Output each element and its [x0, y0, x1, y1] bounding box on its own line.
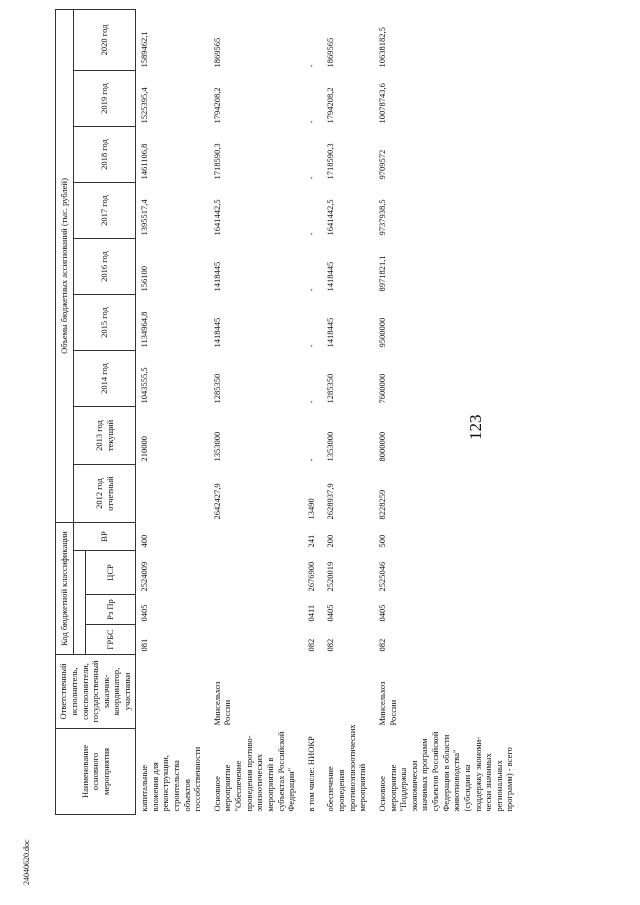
header-year-2018: 2018 год [74, 126, 136, 182]
header-vr: ВР [74, 522, 136, 550]
row-value-2015: 1418445 [211, 317, 222, 348]
row-value-2020: 1589462,1 [139, 31, 149, 68]
header-grbs: ГРБС [86, 625, 136, 655]
header-year-2017: 2017 год [74, 182, 136, 238]
row-value-2013: 210000 [139, 435, 149, 462]
row-responsible [303, 655, 323, 729]
row-grbs: 082 [376, 638, 387, 652]
row-value-2013: 8000000 [376, 431, 387, 462]
row-value-2019: 10078743,6 [376, 83, 387, 124]
row-vr: 400 [139, 534, 149, 548]
table-row [209, 9, 303, 814]
row-value-2018: 9709572 [376, 149, 387, 180]
row-responsible [136, 655, 209, 729]
header-responsible: Ответственный исполнитель, соисполнители, государственный заказчик-координатор, участники [56, 655, 136, 729]
row-value-2019: 1794208,2 [325, 87, 336, 124]
header-year-2015: 2015 год [74, 294, 136, 350]
row-value-2016: 8971821,1 [376, 255, 387, 292]
row-rz-pr: 0411 [305, 604, 316, 622]
row-responsible: Минсельхоз России [211, 681, 233, 726]
header-rz-pr: Рз Пр [86, 595, 136, 625]
row-rz-pr: 0405 [139, 604, 149, 622]
table-row [322, 9, 374, 814]
row-rz-pr [209, 595, 303, 625]
row-value-2014: 1285350 [211, 373, 222, 404]
row-value-2014: 7600000 [376, 373, 387, 404]
row-responsible: Минсельхоз России [376, 681, 398, 726]
row-value-2013: 1353000 [325, 431, 336, 462]
row-value-2020: 1869565 [325, 37, 336, 68]
header-year-2020: 2020 год [74, 9, 136, 70]
row-value-2017: 1641442,5 [211, 199, 222, 236]
row-value-2012: 2628937,9 [325, 483, 336, 520]
row-name: Основное мероприятие "Обеспечение проведения противо-эпизоотических мероприятий в субъектах Российской Федерации" [211, 731, 297, 812]
row-value-2018: - [305, 176, 316, 180]
row-name: Основное мероприятие "Поддержка экономически значимых программ субъектов Российской Федерации в области животноводства" (субсидии на поддержку экономи-чески значимых региональных программ) - всего [376, 731, 515, 812]
row-value-2018: 1718590,3 [211, 143, 222, 180]
row-value-2017: 1395517,4 [139, 199, 149, 236]
row-value-2017: 1641442,5 [325, 199, 336, 236]
row-value-2015: 1418445 [325, 317, 336, 348]
row-value-2015: 1134964,8 [139, 311, 149, 348]
row-value-2019: 1794208,2 [211, 87, 222, 124]
row-value-2016: 156100 [139, 265, 149, 292]
header-budget-code: Код бюджетной классификации [56, 522, 74, 654]
row-responsible [322, 655, 374, 729]
row-grbs: 081 [139, 638, 149, 652]
row-value-2014: 1043555,5 [139, 367, 149, 404]
row-value-2012: 13490 [305, 498, 316, 520]
row-vr: 241 [305, 534, 316, 548]
row-value-2018: 1461106,8 [139, 143, 149, 180]
row-csr: 2520019 [325, 561, 336, 592]
page-number: 123 [466, 414, 485, 440]
header-year-2012: 2012 год отчетный [74, 464, 136, 522]
table-row [136, 9, 209, 814]
row-value-2019: - [305, 120, 316, 124]
row-name: капитальные вложения для реконструкции, строительства объектов госсобственности [139, 746, 203, 812]
row-vr [209, 522, 303, 550]
row-value-2020: - [305, 64, 316, 68]
row-value-2016: 1418445 [325, 261, 336, 292]
row-value-2014: - [305, 400, 316, 404]
row-vr: 200 [325, 534, 336, 548]
row-grbs: 082 [325, 638, 336, 652]
row-value-2016: - [305, 288, 316, 292]
row-value-2018: 1718590,3 [325, 143, 336, 180]
row-value-2015: 9500000 [376, 317, 387, 348]
row-name: в том числе: НИОКР [305, 736, 316, 812]
row-csr: 2676900 [305, 561, 316, 592]
row-value-2017: 9737938,5 [376, 199, 387, 236]
row-value-2012: 2642427,9 [211, 483, 222, 520]
header-name: Наименование основного мероприятия [56, 729, 136, 815]
row-vr: 500 [376, 534, 387, 548]
table-row [374, 9, 521, 814]
row-value-2019: 1525395,4 [139, 87, 149, 124]
row-value-2013: 1353000 [211, 431, 222, 462]
row-value-2012 [136, 464, 209, 522]
row-value-2016: 1418445 [211, 261, 222, 292]
row-rz-pr: 0405 [325, 604, 336, 622]
row-value-2012: 8228259 [376, 489, 387, 520]
row-csr: 2524009 [139, 561, 149, 592]
row-csr [209, 551, 303, 595]
header-volumes: Объемы бюджетных ассигнований (тыс. рублей) [56, 9, 74, 522]
header-year-2014: 2014 год [74, 350, 136, 406]
row-value-2014: 1285350 [325, 373, 336, 404]
row-rz-pr: 0405 [376, 604, 387, 622]
footer-filename: 24040620.doc [22, 839, 31, 885]
row-grbs [209, 625, 303, 655]
header-csr: ЦСР [86, 551, 136, 595]
header-code-spacer [74, 551, 86, 655]
header-year-2019: 2019 год [74, 70, 136, 126]
row-value-2020: 1869565 [211, 37, 222, 68]
row-value-2015: - [305, 344, 316, 348]
row-grbs: 082 [305, 638, 316, 652]
table-row [303, 9, 323, 814]
row-value-2017: - [305, 232, 316, 236]
header-year-2013: 2013 год текущий [74, 406, 136, 464]
row-csr: 2525046 [376, 561, 387, 592]
header-year-2016: 2016 год [74, 238, 136, 294]
budget-table [55, 9, 521, 815]
row-value-2013: - [305, 458, 316, 462]
row-name: обеспечение проведения противоэпизоотических мероприятий [325, 724, 368, 812]
row-value-2020: 10638182,5 [376, 27, 387, 68]
